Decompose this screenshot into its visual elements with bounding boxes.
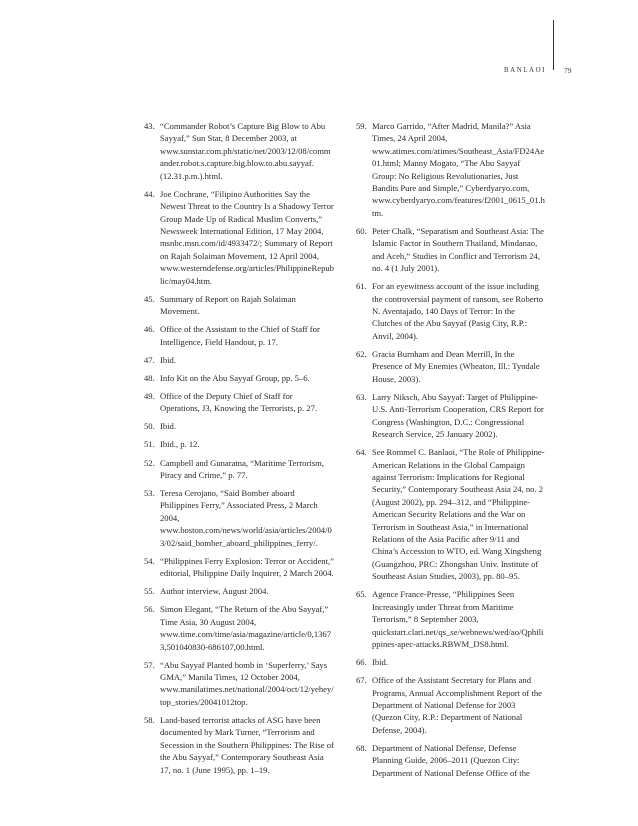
endnote-number: 66. [356,657,367,668]
endnote [144,390,334,415]
endnote [144,420,334,432]
endnote [144,457,334,482]
endnote-number: 65. [356,589,367,600]
endnote [144,293,334,318]
endnote-text: Info Kit on the Abu Sayyaf Group, pp. 5–6. [160,372,310,383]
endnote [144,659,334,709]
endnote-text: Office of the Deputy Chief of Staff for Operations, J3, Knowing the Terrorists, p. 27. [160,390,318,414]
endnote [356,120,546,219]
endnote-number: 55. [144,586,155,597]
endnote [356,674,546,736]
endnote-text: Simon Elegant, “The Return of the Abu Sayyaf,” Time Asia, 30 August 2004, www.time.com/time/asia/magazine/article/0,13673,501040830-686107,00.html. [160,604,332,652]
endnote [144,372,334,384]
endnote-text: Summary of Report on Rajah Solaiman Movement. [160,293,296,317]
endnote-number: 58. [144,714,155,725]
endnote-number: 52. [144,457,155,468]
endnote-number: 48. [144,372,155,383]
page-number: 79 [564,66,572,75]
endnote-text: “Commander Robot’s Capture Big Blow to Abu Sayyaf,” Sun Star, 8 December 2003, at www.sunstar.com.ph/static/net/2003/12/08/commander.robot.s.capture.big.blow.to.abu.sayyaf.(12.31.p.m.).html. [160,121,331,181]
endnote [356,588,546,650]
endnote-number: 50. [144,421,155,432]
endnote [356,348,546,385]
endnote [144,188,334,287]
endnote [356,391,546,441]
endnote-number: 51. [144,439,155,450]
endnote-text: Teresa Cerojano, “Said Bomber aboard Philippines Ferry,” Associated Press, 2 March 2004, www.boston.com/news/world/asia/articles/2004/03/02/said_bomber_aboard_philippines_ferry/. [160,488,332,548]
endnote-text: Office of the Assistant to the Chief of Staff for Intelligence, Field Handout, p. 17. [160,324,320,347]
endnote-text: Campbell and Gunaratna, “Maritime Terrorism, Piracy and Crime,” p. 77. [160,457,324,480]
endnote-text: “Abu Sayyaf Planted bomb in ‘Superferry,’ Says GMA,” Manila Times, 12 October 2004, www.manilatimes.net/national/2004/oct/12/yehey/top_stories/20041012top. [160,659,334,707]
endnote-number: 54. [144,555,155,566]
endnote-number: 68. [356,742,367,753]
endnote-text: Joe Cochrane, “Filipino Authorities Say the Newest Threat to the Country Is a Shadowy Terror Group Made Up of Radical Muslim Converts,” Newsweek International Edition, 17 May 2004, msnbc.msn.com/id/4933472/; Summary of Report on Rajah Solaiman Movement, 12 April 2004, www.westerndefense.org/articles/PhilippineRepublic/may04.htm. [160,188,334,286]
endnote [356,656,546,668]
endnote-text: Ibid. [372,657,388,668]
endnote-text: Marco Garrido, “After Madrid, Manila?” Asia Times, 24 April 2004, www.atimes.com/atimes/Southeast_Asia/FD24Ae01.html; Manny Mogato, “The Abu Sayyaf Group: No Religious Revolutionaries, Just Bandits Pure and Simple,” Cyberdyaryo.com, www.cyberdyaryo.com/features/f2001_0615_01.htm. [372,121,545,218]
endnote [356,446,546,582]
endnote-text: Ibid., p. 12. [160,439,200,450]
endnote-number: 56. [144,604,155,615]
right-column [356,120,546,785]
endnote [144,487,334,549]
endnote-text: Ibid. [160,354,176,365]
endnote-number: 47. [144,354,155,365]
endnote-number: 57. [144,659,155,670]
endnote-number: 46. [144,324,155,335]
endnote-number: 45. [144,293,155,304]
endnote-text: Office of the Assistant Secretary for Plans and Programs, Annual Accomplishment Report of the Department of National Defense for 2003 (Quezon City, R.P.: Department of National Defense, 2004). [372,675,542,735]
endnote [144,354,334,366]
endnote-number: 60. [356,225,367,236]
endnote-text: Ibid. [160,421,176,432]
endnote-text: Agence France-Presse, “Philippines Seen Increasingly under Threat from Maritime Terrorism,” 8 September 2003, quickstart.clari.net/qs_se/webnews/wed/ao/Qphilippines-apec-attacks.RBWM_DS8.html. [372,589,544,649]
endnote-number: 43. [144,121,155,131]
endnote [144,120,334,182]
endnote [144,555,334,580]
endnote [144,585,334,597]
endnote-number: 64. [356,447,367,458]
endnote-text: Gracia Burnham and Dean Merrill, In the Presence of My Enemies (Wheaton, Ill.: Tyndale House, 2003). [372,348,540,384]
endnote-text: For an eyewitness account of the issue including the controversial payment of ransom, see Roberto N. Aventajado, 140 Days of Terror: In the Clutches of the Abu Sayyaf (Pasig City, R.P.: Anvil, 2004). [372,281,544,341]
running-head: BANLAOI [504,66,546,74]
endnote-number: 61. [356,281,367,292]
left-column [144,120,334,782]
endnote-number: 49. [144,390,155,401]
endnote-text: See Rommel C. Banlaoi, “The Role of Philippine-American Relations in the Global Campaign against Terrorism: Implications for Regional Security,” Contemporary Southeast Asia 24, no. 2 (August 2002), pp. 294–312, and “Philippine-American Security Relations and the War on Terrorism in Southeast Asia,” in International Relations of the Asia Pacific after 9/11 and China’s Accession to WTO, ed. Wang Xingsheng (Guangzhou, PRC: Zhongshan Univ. Institute of Southeast Asian Studies, 2003), pp. 80–95. [372,447,545,582]
endnote [356,225,546,275]
endnote-number: 44. [144,188,155,199]
endnote [144,714,334,776]
endnote [144,323,334,348]
endnote-text: Peter Chalk, “Separatism and Southeast Asia: The Islamic Factor in Southern Thailand, Mindanao, and Aceh,” Studies in Conflict and Terrorism 24, no. 4 (1 July 2001). [372,225,544,274]
endnote [356,742,546,779]
endnote-number: 67. [356,675,367,686]
endnote-text: Department of National Defense, Defense Planning Guide, 2006–2011 (Quezon City: Department of National Defense Office of the [372,742,530,778]
endnote-text: Larry Niksch, Abu Sayyaf: Target of Philippine-U.S. Anti-Terrorism Cooperation, CRS Report for Congress (Washington, D.C.: Congressional Research Service, 25 January 2002). [372,391,544,440]
endnote-text: Author interview, August 2004. [160,586,269,597]
endnote-text: “Philippines Ferry Explosion: Terror or Accident,” editorial, Philippine Daily Inquirer, 2 March 2004. [160,555,334,579]
endnote-number: 62. [356,348,367,359]
endnote [144,603,334,653]
endnote [144,438,334,450]
endnote [356,280,546,342]
endnote-number: 53. [144,488,155,499]
endnote-text: Land-based terrorist attacks of ASG have been documented by Mark Turner, “Terrorism and Secession in the Southern Philippines: The Rise of the Abu Sayyaf,” Contemporary Southeast Asia 17, no. 1 (June 1995), pp. 1–19. [160,714,334,775]
header-rule [553,20,554,70]
endnote-number: 63. [356,391,367,402]
endnote-number: 59. [356,121,367,131]
